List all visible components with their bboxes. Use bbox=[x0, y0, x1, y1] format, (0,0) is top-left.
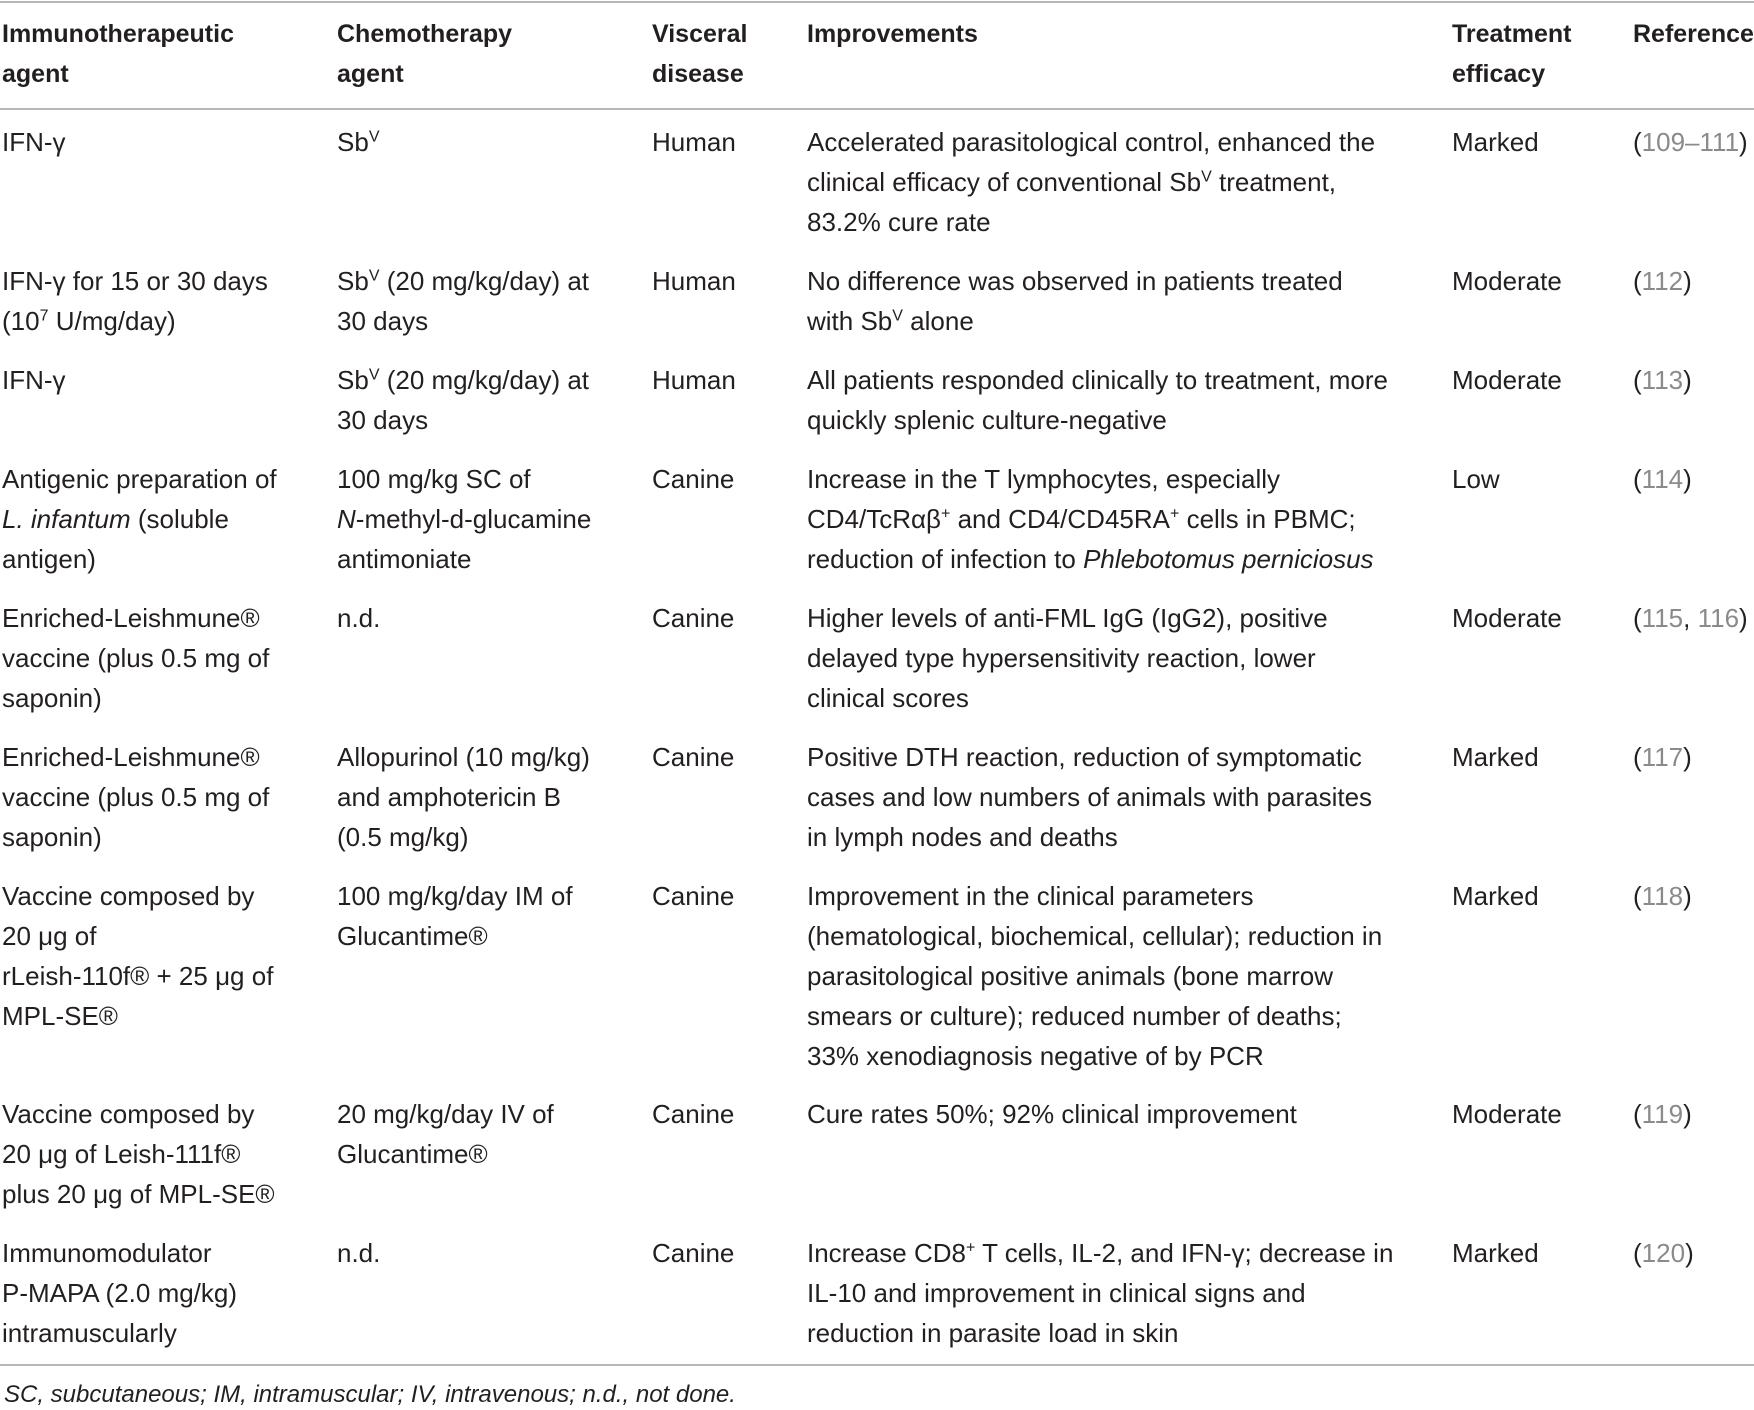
cell-immunotherapeutic-agent bbox=[2, 122, 322, 162]
cell-line: Vaccine composed by bbox=[2, 1099, 255, 1129]
cell-line: $Sb^V$ (20 mg/kg/day) at bbox=[337, 365, 590, 395]
header-line: Immunotherapeutic bbox=[2, 20, 234, 48]
cell-visceral-disease: Canine bbox=[652, 1099, 735, 1129]
cell-line: saponin) bbox=[2, 822, 102, 852]
cell-visceral-disease: Human bbox=[652, 127, 736, 157]
cell-immunotherapeutic-agent bbox=[2, 261, 322, 341]
cell-improvements bbox=[807, 737, 1447, 857]
cell-line: cases and low numbers of animals with parasites bbox=[807, 782, 1373, 812]
cell-treatment-efficacy: Marked bbox=[1452, 881, 1539, 911]
cell-chemotherapy-agent bbox=[337, 737, 637, 857]
cell-line: No difference was observed in patients treated bbox=[807, 266, 1343, 296]
cell-treatment-efficacy: Marked bbox=[1452, 127, 1539, 157]
cell-line: (0.5 mg/kg) bbox=[337, 822, 469, 852]
cell-reference: (115, 116) bbox=[1633, 603, 1748, 633]
header-visceral-disease bbox=[652, 14, 802, 94]
cell-line: rLeish-110f® + 25 μg of bbox=[2, 961, 274, 991]
cell-treatment-efficacy: Marked bbox=[1452, 1238, 1539, 1268]
cell-line: $Sb^V$ (20 mg/kg/day) at bbox=[337, 266, 590, 296]
cell-line: L. infantum (soluble bbox=[2, 504, 229, 534]
header-line: agent bbox=[2, 60, 69, 88]
cell-line: P-MAPA (2.0 mg/kg) bbox=[2, 1278, 238, 1308]
header-improvements bbox=[807, 14, 1447, 54]
cell-line: Allopurinol (10 mg/kg) bbox=[337, 742, 590, 772]
cell-chemotherapy-agent bbox=[337, 1233, 637, 1273]
cell-line: (hematological, biochemical, cellular); reduction in bbox=[807, 921, 1383, 951]
cell-immunotherapeutic-agent bbox=[2, 876, 322, 1036]
cell-reference: (119) bbox=[1633, 1099, 1692, 1129]
cell-chemotherapy-agent bbox=[337, 598, 637, 638]
cell-line: in lymph nodes and deaths bbox=[807, 822, 1118, 852]
cell-improvements bbox=[807, 1094, 1447, 1134]
cell-chemotherapy-agent bbox=[337, 122, 637, 162]
cell-immunotherapeutic-agent bbox=[2, 360, 322, 400]
cell-line: vaccine (plus 0.5 mg of bbox=[2, 643, 270, 673]
cell-reference: (118) bbox=[1633, 881, 1692, 911]
cell-line: 20 μg of bbox=[2, 921, 97, 951]
header-line: Treatment bbox=[1452, 20, 1572, 48]
cell-line: 20 mg/kg/day IV of bbox=[337, 1099, 554, 1129]
cell-line: quickly splenic culture-negative bbox=[807, 405, 1167, 435]
cell-line: Accelerated parasitological control, enhanced the bbox=[807, 127, 1376, 157]
cell-line: 100 mg/kg SC of bbox=[337, 464, 531, 494]
cell-visceral-disease: Canine bbox=[652, 881, 735, 911]
cell-line: Glucantime® bbox=[337, 1139, 488, 1169]
cell-immunotherapeutic-agent bbox=[2, 1094, 322, 1214]
cell-improvements bbox=[807, 598, 1447, 718]
header-line: Visceral bbox=[652, 20, 748, 48]
cell-visceral-disease: Canine bbox=[652, 603, 735, 633]
cell-line: Antigenic preparation of bbox=[2, 464, 277, 494]
header-reference bbox=[1633, 14, 1754, 54]
cell-improvements bbox=[807, 122, 1447, 242]
cell-line: intramuscularly bbox=[2, 1318, 177, 1348]
cell-line: $Sb^V$ bbox=[337, 127, 380, 157]
cell-line: IL-10 and improvement in clinical signs and bbox=[807, 1278, 1306, 1308]
cell-visceral-disease: Canine bbox=[652, 464, 735, 494]
cell-line: Increase in the T lymphocytes, especially bbox=[807, 464, 1281, 494]
cell-line: IFN-γ bbox=[2, 365, 66, 395]
cell-line: 83.2% cure rate bbox=[807, 207, 991, 237]
cell-reference: (113) bbox=[1633, 365, 1692, 395]
cell-line: Enriched-Leishmune® bbox=[2, 742, 260, 772]
cell-line: n.d. bbox=[337, 603, 381, 633]
cell-line: 30 days bbox=[337, 405, 429, 435]
cell-line: IFN-γ for 15 or 30 days bbox=[2, 266, 268, 296]
cell-treatment-efficacy: Low bbox=[1452, 464, 1500, 494]
cell-reference: (109–111) bbox=[1633, 127, 1748, 157]
cell-chemotherapy-agent bbox=[337, 876, 637, 956]
cell-line: 20 μg of Leish-111f® bbox=[2, 1139, 241, 1169]
cell-visceral-disease: Canine bbox=[652, 1238, 735, 1268]
cell-treatment-efficacy: Moderate bbox=[1452, 1099, 1562, 1129]
cell-line: n.d. bbox=[337, 1238, 381, 1268]
cell-line: clinical scores bbox=[807, 683, 969, 713]
cell-line: Increase CD8+ T cells, IL-2, and IFN-γ; decrease in bbox=[807, 1238, 1394, 1268]
header-line: disease bbox=[652, 60, 744, 88]
cell-reference: (117) bbox=[1633, 742, 1692, 772]
cell-chemotherapy-agent bbox=[337, 1094, 637, 1174]
cell-line: Glucantime® bbox=[337, 921, 488, 951]
cell-chemotherapy-agent bbox=[337, 360, 637, 440]
cell-line: reduction in parasite load in skin bbox=[807, 1318, 1179, 1348]
cell-line: Higher levels of anti-FML IgG (IgG2), positive bbox=[807, 603, 1328, 633]
cell-line: antimoniate bbox=[337, 544, 472, 574]
header-line: efficacy bbox=[1452, 60, 1546, 88]
table-top-rule bbox=[0, 1, 1754, 3]
cell-line: reduction of infection to Phlebotomus perniciosus bbox=[807, 544, 1374, 574]
header-line: Reference bbox=[1633, 20, 1754, 48]
cell-line: 33% xenodiagnosis negative of by PCR bbox=[807, 1041, 1264, 1071]
cell-visceral-disease: Human bbox=[652, 365, 736, 395]
header-line: Improvements bbox=[807, 20, 978, 48]
header-rule bbox=[0, 108, 1754, 110]
cell-line: Immunomodulator bbox=[2, 1238, 212, 1268]
cell-line: smears or culture); reduced number of deaths; bbox=[807, 1001, 1342, 1031]
cell-reference: (112) bbox=[1633, 266, 1692, 296]
cell-treatment-efficacy: Moderate bbox=[1452, 266, 1562, 296]
header-treatment-efficacy bbox=[1452, 14, 1612, 94]
cell-immunotherapeutic-agent bbox=[2, 598, 322, 718]
cell-line: IFN-γ bbox=[2, 127, 66, 157]
cell-treatment-efficacy: Moderate bbox=[1452, 603, 1562, 633]
cell-line: Enriched-Leishmune® bbox=[2, 603, 260, 633]
cell-treatment-efficacy: Marked bbox=[1452, 742, 1539, 772]
cell-reference: (120) bbox=[1633, 1238, 1694, 1268]
table-bottom-rule bbox=[0, 1364, 1754, 1366]
cell-line: 30 days bbox=[337, 306, 429, 336]
header-immunotherapeutic-agent bbox=[2, 14, 322, 94]
cell-chemotherapy-agent bbox=[337, 459, 637, 579]
cell-visceral-disease: Human bbox=[652, 266, 736, 296]
cell-chemotherapy-agent bbox=[337, 261, 637, 341]
cell-improvements bbox=[807, 1233, 1447, 1353]
cell-line: Improvement in the clinical parameters bbox=[807, 881, 1254, 911]
cell-visceral-disease: Canine bbox=[652, 742, 735, 772]
cell-line: 100 mg/kg/day IM of bbox=[337, 881, 573, 911]
cell-line: parasitological positive animals (bone marrow bbox=[807, 961, 1334, 991]
cell-improvements bbox=[807, 459, 1447, 579]
cell-reference: (114) bbox=[1633, 464, 1692, 494]
table-footnote: SC, subcutaneous; IM, intramuscular; IV, intravenous; n.d., not done. bbox=[4, 1381, 736, 1408]
cell-immunotherapeutic-agent bbox=[2, 1233, 322, 1353]
cell-line: Cure rates 50%; 92% clinical improvement bbox=[807, 1099, 1297, 1129]
cell-line: and amphotericin B bbox=[337, 782, 562, 812]
header-chemotherapy-agent bbox=[337, 14, 637, 94]
cell-line: vaccine (plus 0.5 mg of bbox=[2, 782, 270, 812]
header-line: agent bbox=[337, 60, 404, 88]
cell-line: All patients responded clinically to treatment, more bbox=[807, 365, 1388, 395]
cell-improvements bbox=[807, 360, 1447, 440]
cell-improvements bbox=[807, 876, 1447, 1076]
cell-immunotherapeutic-agent bbox=[2, 459, 322, 579]
cell-line: MPL-SE® bbox=[2, 1001, 118, 1031]
cell-line: N-methyl-d-glucamine bbox=[337, 504, 592, 534]
cell-treatment-efficacy: Moderate bbox=[1452, 365, 1562, 395]
cell-line: plus 20 μg of MPL-SE® bbox=[2, 1179, 275, 1209]
cell-line: ($10^7$ U/mg/day) bbox=[2, 306, 176, 336]
cell-line: Positive DTH reaction, reduction of symptomatic bbox=[807, 742, 1362, 772]
cell-line: delayed type hypersensitivity reaction, lower bbox=[807, 643, 1316, 673]
cell-line: antigen) bbox=[2, 544, 96, 574]
cell-immunotherapeutic-agent bbox=[2, 737, 322, 857]
cell-improvements bbox=[807, 261, 1447, 341]
cell-line: Vaccine composed by bbox=[2, 881, 255, 911]
header-line: Chemotherapy bbox=[337, 20, 513, 48]
cell-line: clinical efficacy of conventional $Sb^V$ treatment, bbox=[807, 167, 1337, 197]
cell-line: with $Sb^V$ alone bbox=[807, 306, 974, 336]
cell-line: CD4/TcRαβ+ and CD4/CD45RA+ cells in PBMC; bbox=[807, 504, 1356, 534]
cell-line: saponin) bbox=[2, 683, 102, 713]
